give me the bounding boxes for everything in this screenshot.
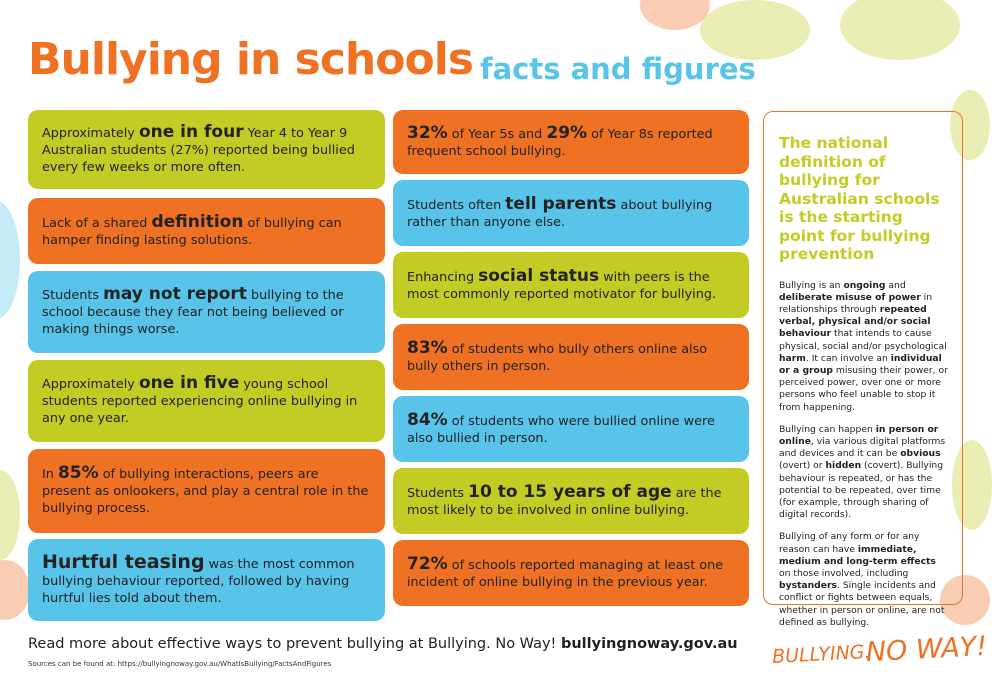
fact-highlight: one in four <box>138 121 244 142</box>
fact-highlight: Hurtful teasing <box>42 550 205 573</box>
sources-link[interactable]: https://bullyingnoway.gov.au/WhatIsBullying/FactsAndFigures <box>117 660 332 668</box>
fact-card: Lack of a shared definition of bullying can hamper finding lasting solutions. <box>28 198 385 264</box>
fact-card: 84% of students who were bullied online were also bullied in person. <box>393 396 749 462</box>
fact-highlight: tell parents <box>505 193 617 214</box>
fact-card: Approximately one in four Year 4 to Year 9 Australian students (27%) reported being bullied every few weeks or more often. <box>28 110 385 189</box>
definition-heading: The national definition of bullying for Australian schools is the starting point for bullying prevention <box>779 134 940 263</box>
definition-panel <box>763 111 963 628</box>
fact-card: 72% of schools reported managing at least one incident of online bullying in the previous year. <box>393 540 749 606</box>
footer-link[interactable]: bullyingnoway.gov.au <box>560 636 738 652</box>
fact-highlight: 85% <box>57 463 99 483</box>
fact-highlight: 72% <box>407 553 448 574</box>
sources-note: Sources can be found at: https://bullyingnoway.gov.au/WhatIsBullying/FactsAndFigures <box>28 660 332 668</box>
definition-paragraph: Bullying is an ongoing and deliberate misuse of power in relationships through repeated verbal, physical and/or social behaviour that intends to cause physical, social and/or psychological harm. It can involve an individual or a group misusing their power, or perceived power, over one or more persons who feel unable to stop it from happening. <box>779 279 948 413</box>
footer-text: Read more about effective ways to prevent bullying at Bullying. No Way! bullyingnoway.gov.au <box>28 636 738 652</box>
definition-paragraph: Bullying of any form or for any reason can have immediate, medium and long-term effects on those involved, including bystanders. Single incidents and conflict or fights between equals, whether in person or online, are not defined as bullying. <box>779 531 945 628</box>
fact-highlight: one in five <box>138 373 240 393</box>
decor-splat <box>840 0 960 60</box>
page-subtitle: facts and figures <box>480 52 756 86</box>
fact-highlight: definition <box>151 211 244 232</box>
fact-card: Students may not report bullying to the school because they fear not being believed or making things worse. <box>28 271 385 353</box>
decor-splat <box>700 0 810 60</box>
fact-card: Hurtful teasing was the most common bullying behaviour reported, followed by having hurtful lies told about them. <box>28 539 385 621</box>
page-title: Bullying in schools <box>28 34 473 85</box>
fact-highlight: 32% <box>407 122 448 143</box>
fact-card: In 85% of bullying interactions, peers are present as onlookers, and play a central role in the bullying process. <box>28 449 385 533</box>
fact-card: Approximately one in five young school students reported experiencing online bullying in any one year. <box>28 360 385 442</box>
fact-card: Students often tell parents about bullying rather than anyone else. <box>393 180 749 246</box>
definition-paragraph: Bullying can happen in person or online, via various digital platforms and devices and it can be obvious (overt) or hidden (covert). Bullying behaviour is repeated, or has the potential to be repeated, over time (for example, through sharing of digital records). <box>779 423 946 521</box>
fact-highlight: 84% <box>407 409 448 430</box>
decor-splat <box>0 470 20 560</box>
fact-highlight: 83% <box>407 337 448 358</box>
logo-part2: NO WAY! <box>865 630 988 669</box>
logo-part1: BULLYING. <box>771 640 872 669</box>
bullying-no-way-logo <box>770 628 988 669</box>
fact-highlight: may not report <box>103 284 247 304</box>
fact-card: Students 10 to 15 years of age are the most likely to be involved in online bullying. <box>393 468 749 534</box>
fact-card: Enhancing social status with peers is the most commonly reported motivator for bullying. <box>393 252 749 318</box>
decor-splat <box>0 200 20 320</box>
fact-highlight: 10 to 15 years of age <box>468 481 672 502</box>
fact-highlight: social status <box>478 265 600 286</box>
fact-card: 32% of Year 5s and 29% of Year 8s reported frequent school bullying. <box>393 110 749 174</box>
fact-highlight: 29% <box>546 122 588 143</box>
decor-splat <box>0 560 30 620</box>
fact-card: 83% of students who bully others online also bully others in person. <box>393 324 749 390</box>
